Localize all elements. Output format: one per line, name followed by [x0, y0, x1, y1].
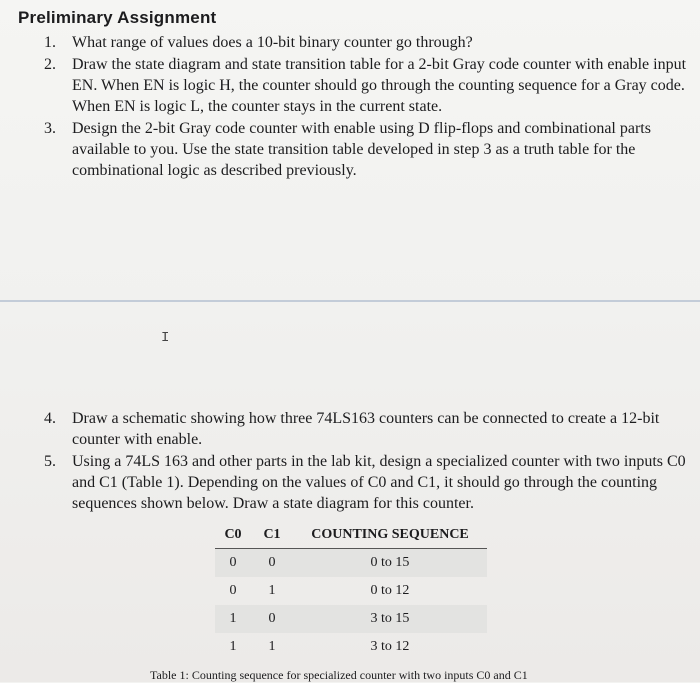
question-text: Design the 2-bit Gray code counter with enable using D flip-flops and combinational parts available to you. Use the state transition table developed in step 3 as a truth table for the combinational logic as described previously.	[72, 120, 651, 179]
table-header-row	[215, 522, 487, 549]
page-divider	[0, 300, 700, 302]
cell-sequence: 0 to 15	[293, 549, 487, 578]
question-text: Draw the state diagram and state transition table for a 2-bit Gray code counter with enable input EN. When EN is logic H, the counter should go through the counting sequence for a Gray code. When EN is logic L, the counter stays in the current state.	[72, 56, 687, 115]
preliminary-section	[14, 8, 690, 182]
question-list-bottom	[14, 408, 690, 514]
cell-sequence: 0 to 12	[370, 583, 410, 598]
lab-section	[14, 408, 690, 515]
question-number: 5.	[44, 453, 56, 470]
table-row	[215, 605, 487, 633]
question-text: Draw a schematic showing how three 74LS163 counters can be connected to create a 12-bit counter with enable.	[72, 410, 660, 448]
question-2	[14, 54, 690, 117]
cell-c0: 0	[229, 583, 237, 598]
section-heading: Preliminary Assignment	[18, 8, 217, 27]
question-list-top	[14, 32, 690, 181]
header-counting-sequence: COUNTING SEQUENCE	[293, 522, 487, 549]
question-number: 4.	[44, 410, 56, 427]
question-1	[14, 32, 690, 53]
text-cursor-icon: I	[161, 330, 170, 346]
table-caption: Table 1: Counting sequence for specialized counter with two inputs C0 and C1	[150, 668, 528, 682]
table-row	[215, 633, 487, 661]
question-number: 2.	[44, 56, 56, 73]
question-4	[14, 408, 690, 450]
cell-c1: 0	[251, 549, 293, 578]
cell-c1: 1	[268, 639, 276, 654]
counting-sequence-table	[215, 522, 487, 661]
cell-c0: 0	[215, 549, 251, 578]
table-row	[215, 577, 487, 605]
question-number: 1.	[44, 34, 56, 51]
cell-sequence: 3 to 15	[293, 605, 487, 633]
cell-c0: 1	[215, 605, 251, 633]
question-number: 3.	[44, 120, 56, 137]
cell-c0: 1	[229, 639, 237, 654]
cell-c1: 1	[268, 583, 276, 598]
table-row	[215, 549, 487, 578]
cell-sequence: 3 to 12	[370, 639, 410, 654]
question-3	[14, 118, 690, 181]
question-text: Using a 74LS 163 and other parts in the lab kit, design a specialized counter with two inputs C0 and C1 (Table 1). Depending on the values of C0 and C1, it should go through the counting sequences shown below. Draw a state diagram for this counter.	[72, 453, 686, 512]
question-5	[14, 451, 690, 514]
question-text: What range of values does a 10-bit binary counter go through?	[72, 34, 473, 51]
cell-c1: 0	[251, 605, 293, 633]
header-c1: C1	[251, 522, 293, 549]
header-c0: C0	[215, 522, 251, 549]
